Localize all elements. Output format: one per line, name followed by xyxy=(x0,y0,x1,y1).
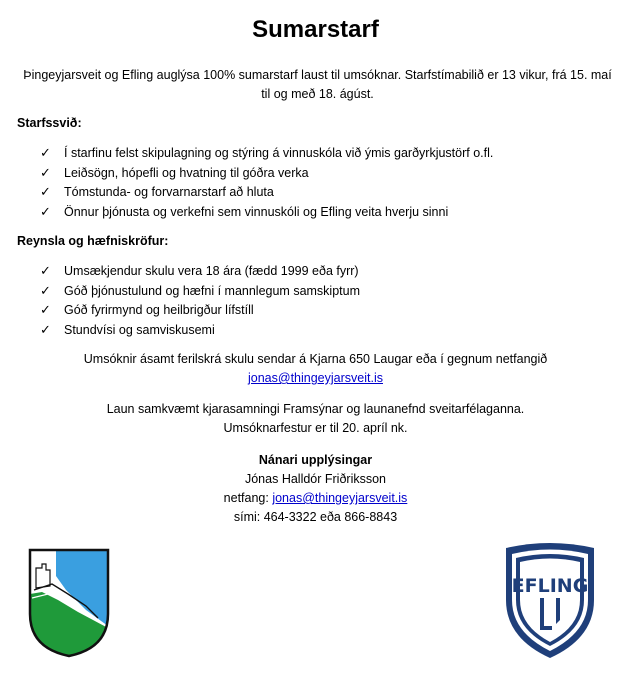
reynsla-list xyxy=(40,261,360,339)
section-heading-starfssvid: Starfssvið: xyxy=(17,116,82,130)
list-item: ✓ Stundvísi og samviskusemi xyxy=(40,320,360,340)
contact-name: Jónas Halldór Friðriksson xyxy=(244,472,387,486)
contact-heading: Nánari upplýsingar xyxy=(258,453,373,467)
efling-logo-text: EFLING xyxy=(511,575,589,597)
contact-email-link[interactable]: jonas@thingeyjarsveit.is xyxy=(272,491,408,505)
list-item: ✓ Leiðsögn, hópefli og hvatning til góðra verka xyxy=(40,163,493,183)
checkmark-icon: ✓ xyxy=(40,282,51,298)
contact-email-label: netfang: xyxy=(223,491,273,505)
list-item: ✓ Tómstunda- og forvarnarstarf að hluta xyxy=(40,182,493,202)
list-item: ✓ Góð fyrirmynd og heilbrigður lífstíll xyxy=(40,300,360,320)
contact-phone: sími: 464-3322 eða 866-8843 xyxy=(233,510,398,524)
page-title: Sumarstarf xyxy=(252,16,379,43)
checkmark-icon: ✓ xyxy=(40,203,51,219)
section-heading-reynsla: Reynsla og hæfniskröfur: xyxy=(17,234,169,248)
checkmark-icon: ✓ xyxy=(40,263,51,278)
list-item: ✓ Í starfinu felst skipulagning og stýring á vinnuskóla við ýmis garðyrkjustörf o.fl. xyxy=(40,143,493,163)
application-text: Umsóknir ásamt ferilskrá skulu sendar á Kjarna 650 Laugar eða í gegnum netfangið xyxy=(83,352,548,366)
checkmark-icon: ✓ xyxy=(40,164,51,180)
efling-shield-icon xyxy=(500,542,600,662)
checkmark-icon: ✓ xyxy=(40,145,51,160)
list-item: ✓ Önnur þjónusta og verkefni sem vinnuskóli og Efling veita hverju sinni xyxy=(40,202,493,222)
checkmark-icon: ✓ xyxy=(40,184,51,199)
salary-info xyxy=(0,400,631,438)
starfssvid-list xyxy=(40,143,493,221)
checkmark-icon: ✓ xyxy=(40,321,51,337)
checkmark-icon: ✓ xyxy=(40,302,51,317)
contact-info xyxy=(0,451,631,527)
list-item: ✓ Umsækjendur skulu vera 18 ára (fædd 1999 eða fyrr) xyxy=(40,261,360,281)
deadline-text: Umsóknarfestur er til 20. apríl nk. xyxy=(223,421,408,435)
application-info xyxy=(0,350,631,388)
application-email-link[interactable]: jonas@thingeyjarsveit.is xyxy=(248,371,383,385)
thingeyjarsveit-crest-icon xyxy=(28,548,110,658)
list-item: ✓ Góð þjónustulund og hæfni í mannlegum samskiptum xyxy=(40,281,360,301)
intro-paragraph: Þingeyjarsveit og Efling auglýsa 100% sumarstarf laust til umsóknar. Starfstímabilið er 13 vikur, frá 15. maí til og með 18. ágúst. xyxy=(23,68,612,101)
salary-text: Laun samkvæmt kjarasamningi Framsýnar og launanefnd sveitarfélaganna. xyxy=(106,402,525,416)
